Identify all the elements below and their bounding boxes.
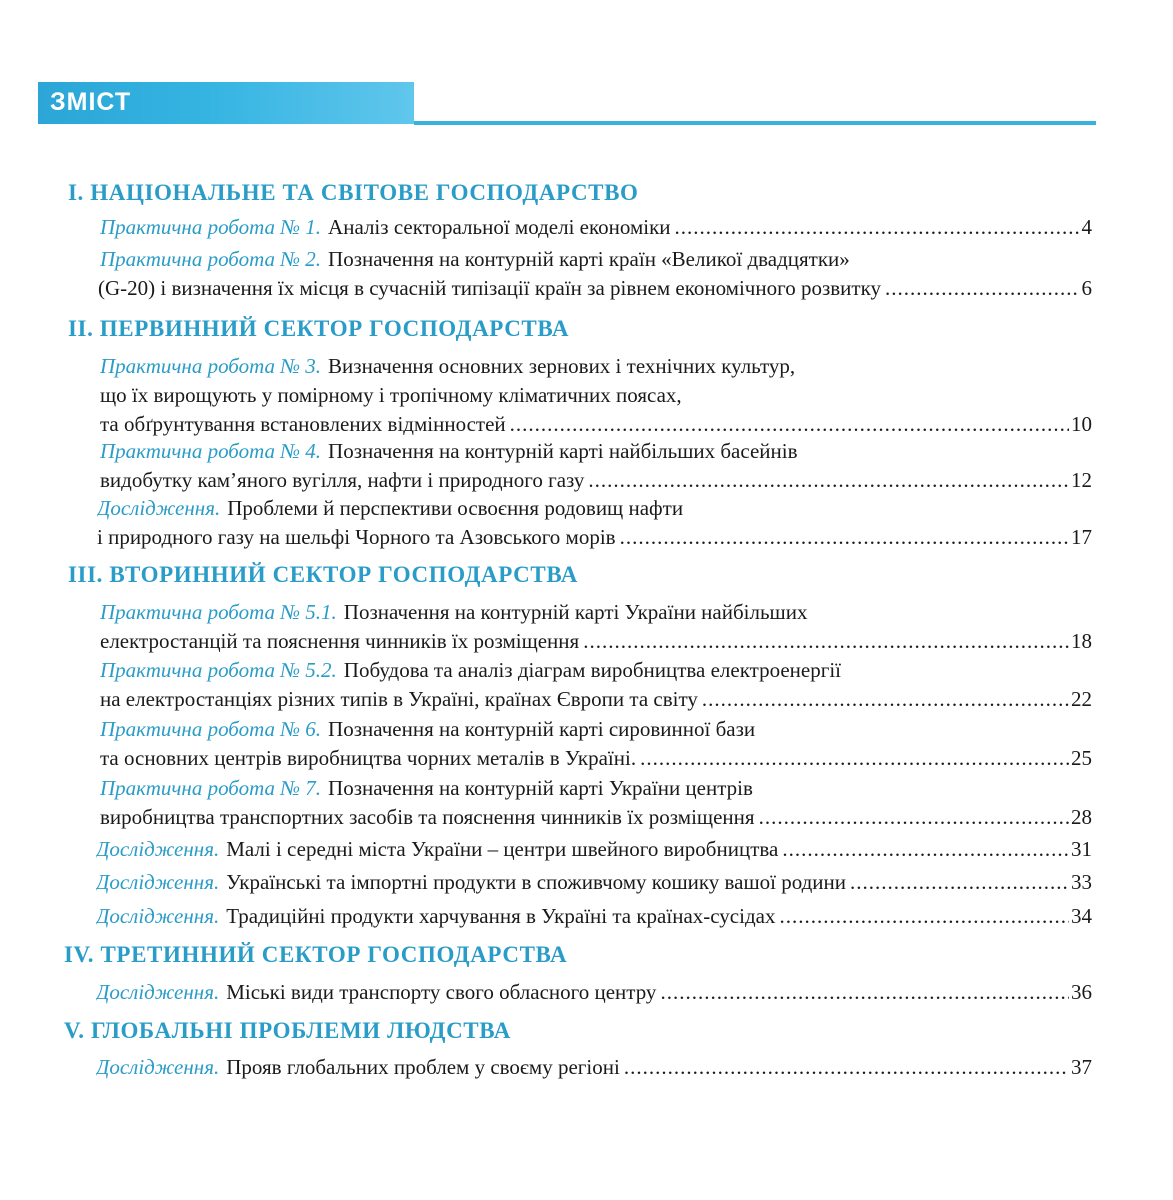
entry-title: на електростанціях різних типів в Україні, країнах Європи та світу [100,687,698,711]
section-heading: I. НАЦІОНАЛЬНЕ ТА СВІТОВЕ ГОСПОДАРСТВО [68,180,639,205]
entry-title: видобутку кам’яного вугілля, нафти і природного газу [100,468,585,492]
toc-entry[interactable] [100,352,1092,439]
toc-entry[interactable] [100,598,1092,656]
entry-title: Побудова та аналіз діаграм виробництва електроенергії [343,658,841,682]
entry-label: Практична робота № 4. [100,439,322,463]
entry-title: Традиційні продукти харчування в Україні та країнах-сусідах [226,904,776,928]
toc-entry[interactable] [100,774,1092,832]
entry-label: Практична робота № 5.2. [100,658,337,682]
toc-entry[interactable] [96,835,1092,864]
dot-leader [759,803,1069,832]
page-number: 33 [1071,870,1092,894]
toc-entry[interactable] [96,1053,1092,1082]
toc-entry[interactable] [100,656,1092,714]
toc-entry[interactable] [100,245,1092,303]
page-number: 6 [1081,276,1092,300]
dot-leader [620,523,1069,552]
page-number: 22 [1071,687,1092,711]
entry-label: Дослідження. [96,837,220,861]
entry-title: Визначення основних зернових і технічних культур, [328,354,796,378]
dot-leader [782,835,1069,864]
page-number: 4 [1081,215,1092,239]
entry-title: і природного газу на шельфі Чорного та Азовського морів [97,525,616,549]
entry-label: Практична робота № 5.1. [100,600,337,624]
page-number: 17 [1071,525,1092,549]
dot-leader [702,685,1069,714]
page-number: 36 [1071,980,1092,1004]
page-title: ЗМІСТ [50,88,132,116]
dot-leader [624,1053,1069,1082]
page-number: 18 [1071,629,1092,653]
dot-leader [510,410,1069,439]
page-number: 10 [1071,412,1092,436]
entry-title: та обґрунтування встановлених відмінностей [100,412,506,436]
section-heading: II. ПЕРВИННИЙ СЕКТОР ГОСПОДАРСТВА [68,316,570,341]
section-heading: V. ГЛОБАЛЬНІ ПРОБЛЕМИ ЛЮДСТВА [64,1018,511,1043]
entry-title: та основних центрів виробництва чорних металів в Україні. [100,746,637,770]
section-heading: III. ВТОРИННИЙ СЕКТОР ГОСПОДАРСТВА [68,562,579,587]
entry-title: Аналіз секторальної моделі економіки [328,215,671,239]
entry-label: Практична робота № 1. [100,215,322,239]
entry-label: Дослідження. [96,904,220,928]
dot-leader [850,868,1069,897]
entry-title: виробництва транспортних засобів та пояснення чинників їх розміщення [100,805,755,829]
toc-entry[interactable] [96,868,1092,897]
toc-entry[interactable] [96,978,1092,1007]
entry-title: Позначення на контурній карті України центрів [328,776,753,800]
entry-title: Малі і середні міста України – центри швейного виробництва [226,837,779,861]
dot-leader [660,978,1069,1007]
entry-title: електростанцій та пояснення чинників їх розміщення [100,629,580,653]
page-number: 25 [1071,746,1092,770]
entry-title: Позначення на контурній карті України найбільших [343,600,808,624]
entry-title: Прояв глобальних проблем у своєму регіоні [226,1055,620,1079]
page-number: 37 [1071,1055,1092,1079]
entry-label: Практична робота № 6. [100,717,322,741]
page-number: 12 [1071,468,1092,492]
entry-label: Дослідження. [96,980,220,1004]
entry-label: Практична робота № 7. [100,776,322,800]
entry-title: Позначення на контурній карті країн «Великої двадцятки» [328,247,850,271]
entry-title: Українські та імпортні продукти в споживчому кошику вашої родини [226,870,847,894]
dot-leader [588,466,1069,495]
entry-label: Практична робота № 2. [100,247,322,271]
entry-title: Проблеми й перспективи освоєння родовищ нафти [227,496,684,520]
toc-entry[interactable] [100,437,1092,495]
entry-title: (G-20) і визначення їх місця в сучасній типізації країн за рівнем економічного розвитку [98,276,881,300]
entry-title: що їх вирощують у помірному і тропічному кліматичних поясах, [100,383,682,407]
page-number: 31 [1071,837,1092,861]
entry-label: Дослідження. [97,496,221,520]
section-heading: IV. ТРЕТИННИЙ СЕКТОР ГОСПОДАРСТВА [64,942,568,967]
page-number: 34 [1071,904,1092,928]
entry-label: Дослідження. [96,870,220,894]
entry-title: Міські види транспорту свого обласного центру [226,980,657,1004]
toc-entry[interactable] [97,494,1092,552]
dot-leader [885,274,1080,303]
dot-leader [640,744,1069,773]
entry-title: Позначення на контурній карті сировинної бази [328,717,756,741]
page-number: 28 [1071,805,1092,829]
toc-entry[interactable] [100,213,1092,242]
dot-leader [583,627,1069,656]
toc-entry[interactable] [100,715,1092,773]
dot-leader [675,213,1080,242]
entry-label: Дослідження. [96,1055,220,1079]
entry-label: Практична робота № 3. [100,354,322,378]
toc-entry[interactable] [96,902,1092,931]
entry-title: Позначення на контурній карті найбільших басейнів [328,439,798,463]
dot-leader [779,902,1069,931]
